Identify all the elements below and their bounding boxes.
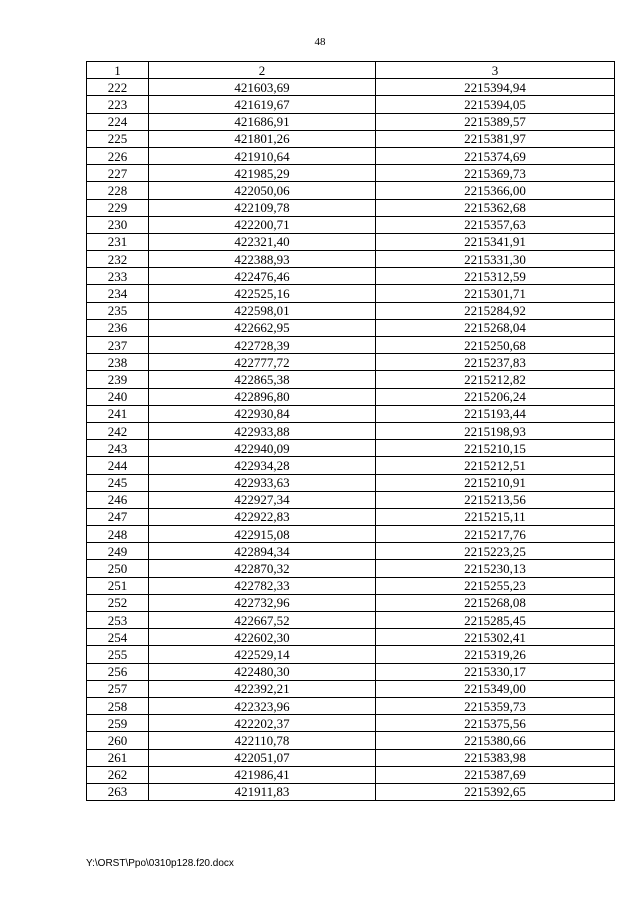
cell-x-coordinate: 422525,16 [149,285,376,302]
cell-x-coordinate: 421911,83 [149,783,376,800]
cell-y-coordinate: 2215357,63 [376,216,615,233]
cell-y-coordinate: 2215212,51 [376,457,615,474]
table-row [87,371,615,388]
cell-point-number: 252 [87,594,149,611]
cell-x-coordinate: 422865,38 [149,371,376,388]
cell-y-coordinate: 2215383,98 [376,749,615,766]
cell-y-coordinate: 2215212,82 [376,371,615,388]
cell-x-coordinate: 421985,29 [149,165,376,182]
cell-x-coordinate: 421986,41 [149,766,376,783]
table-row [87,354,615,371]
cell-point-number: 234 [87,285,149,302]
table-row [87,612,615,629]
cell-x-coordinate: 422777,72 [149,354,376,371]
cell-y-coordinate: 2215285,45 [376,612,615,629]
cell-point-number: 237 [87,337,149,354]
table-row [87,594,615,611]
cell-x-coordinate: 422728,39 [149,337,376,354]
cell-y-coordinate: 2215387,69 [376,766,615,783]
footer-file-path: Y:\ORST\Ppo\0310p128.f20.docx [86,858,234,869]
cell-x-coordinate: 422930,84 [149,405,376,422]
cell-x-coordinate: 422202,37 [149,715,376,732]
cell-x-coordinate: 422200,71 [149,216,376,233]
cell-x-coordinate: 422321,40 [149,233,376,250]
table-row [87,560,615,577]
cell-point-number: 261 [87,749,149,766]
cell-y-coordinate: 2215255,23 [376,577,615,594]
cell-point-number: 246 [87,491,149,508]
table-row [87,388,615,405]
cell-y-coordinate: 2215330,17 [376,663,615,680]
table-row [87,474,615,491]
cell-x-coordinate: 422940,09 [149,440,376,457]
cell-point-number: 263 [87,783,149,800]
cell-point-number: 232 [87,251,149,268]
cell-x-coordinate: 422050,06 [149,182,376,199]
cell-point-number: 227 [87,165,149,182]
cell-y-coordinate: 2215250,68 [376,337,615,354]
table-row [87,199,615,216]
cell-point-number: 230 [87,216,149,233]
cell-y-coordinate: 2215268,08 [376,594,615,611]
table-row [87,715,615,732]
cell-y-coordinate: 2215217,76 [376,526,615,543]
table-row [87,165,615,182]
cell-point-number: 238 [87,354,149,371]
cell-y-coordinate: 2215215,11 [376,508,615,525]
cell-x-coordinate: 422388,93 [149,251,376,268]
cell-x-coordinate: 421801,26 [149,130,376,147]
cell-point-number: 251 [87,577,149,594]
table-row [87,79,615,96]
table-row [87,680,615,697]
column-header-y: 3 [376,62,615,79]
cell-point-number: 257 [87,680,149,697]
cell-y-coordinate: 2215359,73 [376,697,615,714]
cell-point-number: 233 [87,268,149,285]
cell-y-coordinate: 2215284,92 [376,302,615,319]
cell-x-coordinate: 422870,32 [149,560,376,577]
cell-y-coordinate: 2215362,68 [376,199,615,216]
table-row [87,526,615,543]
table-row [87,646,615,663]
cell-y-coordinate: 2215213,56 [376,491,615,508]
cell-y-coordinate: 2215302,41 [376,629,615,646]
cell-y-coordinate: 2215268,04 [376,319,615,336]
table-row [87,147,615,164]
cell-point-number: 255 [87,646,149,663]
cell-point-number: 242 [87,422,149,439]
cell-x-coordinate: 422109,78 [149,199,376,216]
cell-x-coordinate: 422051,07 [149,749,376,766]
cell-y-coordinate: 2215375,56 [376,715,615,732]
cell-point-number: 236 [87,319,149,336]
cell-point-number: 244 [87,457,149,474]
cell-x-coordinate: 422896,80 [149,388,376,405]
cell-x-coordinate: 422894,34 [149,543,376,560]
cell-x-coordinate: 422323,96 [149,697,376,714]
cell-y-coordinate: 2215210,91 [376,474,615,491]
table-row [87,268,615,285]
table-row [87,697,615,714]
cell-point-number: 235 [87,302,149,319]
cell-y-coordinate: 2215374,69 [376,147,615,164]
table-row [87,732,615,749]
table-row [87,783,615,800]
cell-x-coordinate: 422732,96 [149,594,376,611]
cell-x-coordinate: 422667,52 [149,612,376,629]
cell-y-coordinate: 2215349,00 [376,680,615,697]
cell-x-coordinate: 422922,83 [149,508,376,525]
cell-y-coordinate: 2215394,94 [376,79,615,96]
cell-y-coordinate: 2215366,00 [376,182,615,199]
table-row [87,251,615,268]
table-row [87,285,615,302]
header-row [87,62,615,79]
table-row [87,508,615,525]
cell-y-coordinate: 2215380,66 [376,732,615,749]
cell-y-coordinate: 2215394,05 [376,96,615,113]
table-row [87,491,615,508]
cell-x-coordinate: 422480,30 [149,663,376,680]
table-row [87,405,615,422]
table-header [87,62,615,79]
cell-x-coordinate: 422529,14 [149,646,376,663]
cell-x-coordinate: 421619,67 [149,96,376,113]
cell-x-coordinate: 422662,95 [149,319,376,336]
cell-y-coordinate: 2215389,57 [376,113,615,130]
cell-point-number: 248 [87,526,149,543]
table-row [87,96,615,113]
cell-y-coordinate: 2215230,13 [376,560,615,577]
table-row [87,457,615,474]
cell-point-number: 239 [87,371,149,388]
cell-y-coordinate: 2215193,44 [376,405,615,422]
table-row [87,113,615,130]
table-row [87,663,615,680]
cell-x-coordinate: 422934,28 [149,457,376,474]
cell-y-coordinate: 2215223,25 [376,543,615,560]
table-row [87,319,615,336]
cell-x-coordinate: 422476,46 [149,268,376,285]
cell-y-coordinate: 2215312,59 [376,268,615,285]
table-row [87,577,615,594]
cell-x-coordinate: 421686,91 [149,113,376,130]
cell-point-number: 254 [87,629,149,646]
cell-point-number: 256 [87,663,149,680]
table-row [87,422,615,439]
cell-point-number: 258 [87,697,149,714]
cell-point-number: 250 [87,560,149,577]
table-row [87,629,615,646]
table-row [87,130,615,147]
cell-point-number: 259 [87,715,149,732]
cell-x-coordinate: 422110,78 [149,732,376,749]
cell-point-number: 249 [87,543,149,560]
cell-x-coordinate: 422927,34 [149,491,376,508]
cell-y-coordinate: 2215369,73 [376,165,615,182]
cell-x-coordinate: 421910,64 [149,147,376,164]
cell-y-coordinate: 2215331,30 [376,251,615,268]
table-row [87,749,615,766]
column-header-x: 2 [149,62,376,79]
cell-point-number: 260 [87,732,149,749]
cell-x-coordinate: 422602,30 [149,629,376,646]
cell-point-number: 241 [87,405,149,422]
cell-x-coordinate: 421603,69 [149,79,376,96]
cell-x-coordinate: 422933,63 [149,474,376,491]
cell-point-number: 231 [87,233,149,250]
table-row [87,440,615,457]
cell-point-number: 222 [87,79,149,96]
cell-y-coordinate: 2215301,71 [376,285,615,302]
cell-x-coordinate: 422782,33 [149,577,376,594]
cell-point-number: 228 [87,182,149,199]
table-row [87,233,615,250]
cell-y-coordinate: 2215341,91 [376,233,615,250]
table-row [87,182,615,199]
cell-y-coordinate: 2215198,93 [376,422,615,439]
coordinates-table [86,61,615,801]
table-row [87,543,615,560]
cell-x-coordinate: 422915,08 [149,526,376,543]
cell-point-number: 253 [87,612,149,629]
table-row [87,337,615,354]
cell-y-coordinate: 2215392,65 [376,783,615,800]
table-body [87,79,615,801]
cell-x-coordinate: 422392,21 [149,680,376,697]
cell-y-coordinate: 2215381,97 [376,130,615,147]
cell-point-number: 226 [87,147,149,164]
table-row [87,302,615,319]
cell-point-number: 247 [87,508,149,525]
cell-point-number: 245 [87,474,149,491]
cell-point-number: 262 [87,766,149,783]
cell-point-number: 224 [87,113,149,130]
page-number: 48 [314,36,326,48]
cell-point-number: 223 [87,96,149,113]
cell-x-coordinate: 422598,01 [149,302,376,319]
cell-y-coordinate: 2215210,15 [376,440,615,457]
cell-x-coordinate: 422933,88 [149,422,376,439]
table-row [87,216,615,233]
cell-point-number: 240 [87,388,149,405]
cell-y-coordinate: 2215319,26 [376,646,615,663]
cell-point-number: 225 [87,130,149,147]
cell-y-coordinate: 2215237,83 [376,354,615,371]
column-header-number: 1 [87,62,149,79]
cell-y-coordinate: 2215206,24 [376,388,615,405]
cell-point-number: 229 [87,199,149,216]
table-row [87,766,615,783]
cell-point-number: 243 [87,440,149,457]
